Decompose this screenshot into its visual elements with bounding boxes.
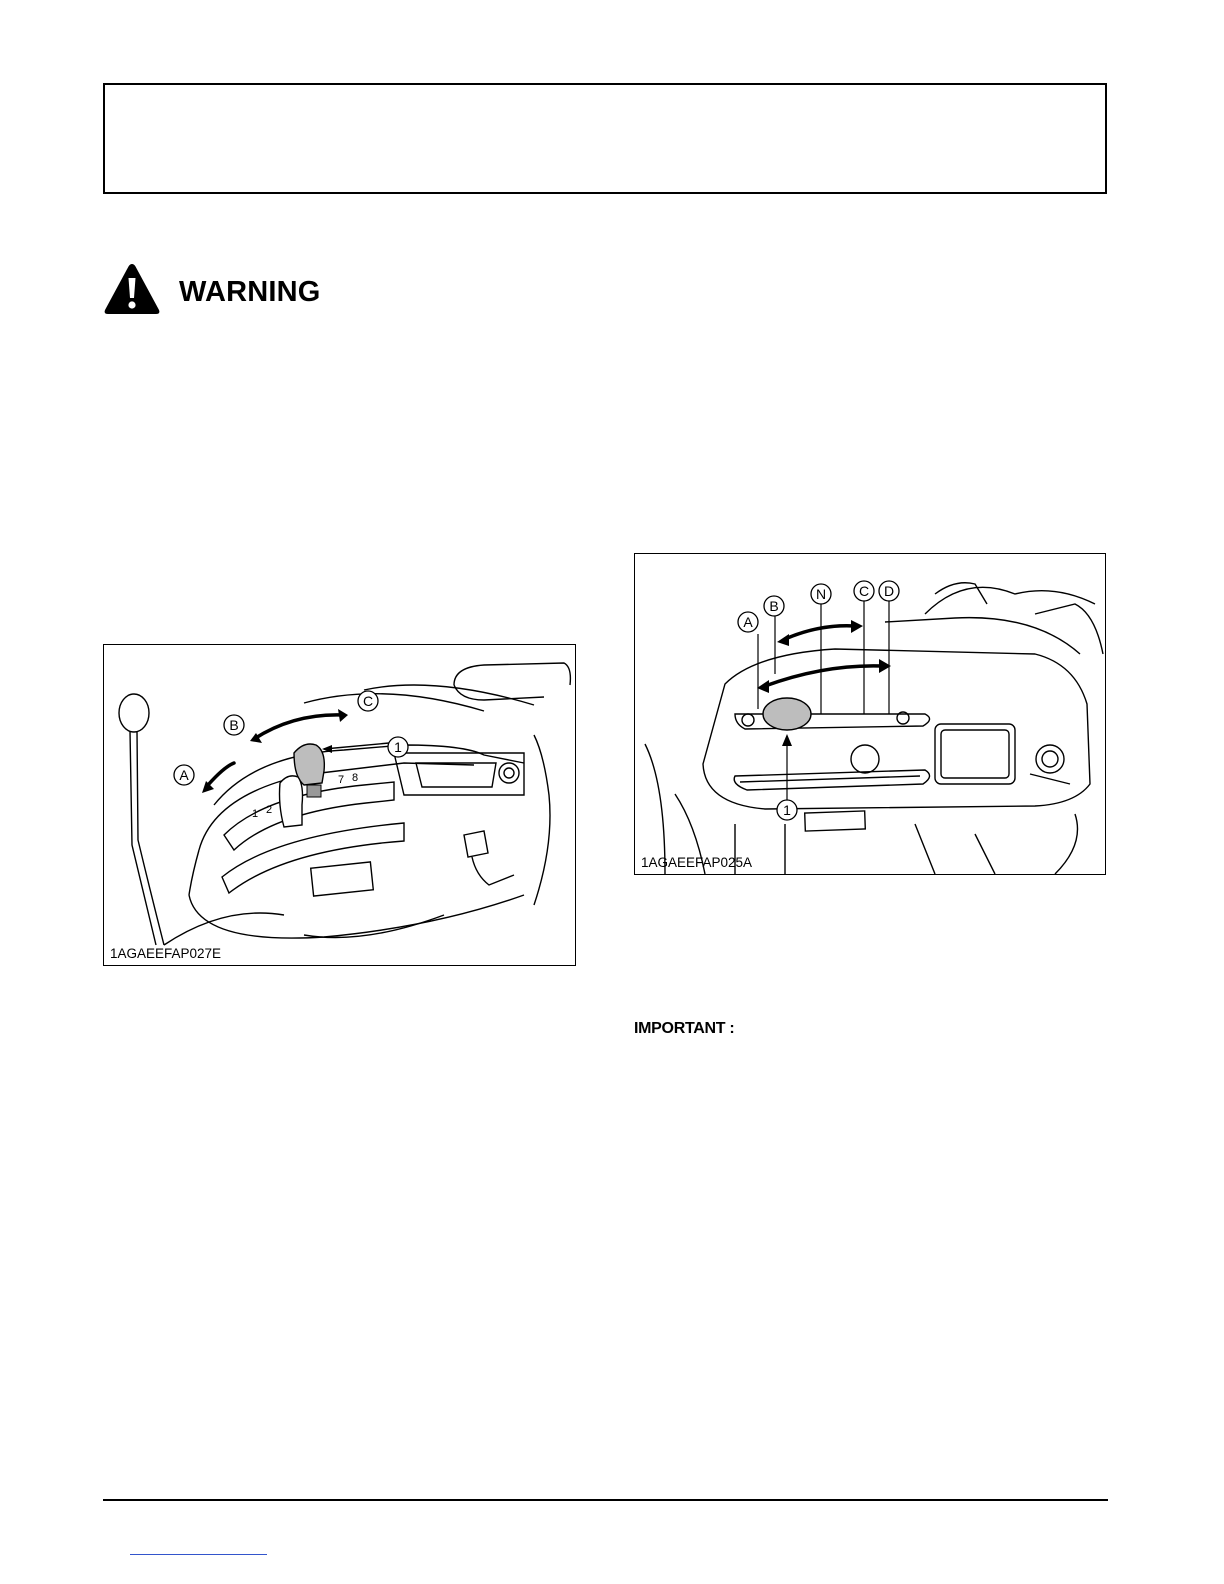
figure-range-gear-lever: [103, 644, 576, 966]
callout-n: N: [815, 586, 827, 602]
figure-code: 1AGAEEFAP027E: [110, 946, 222, 961]
svg-text:7: 7: [338, 774, 345, 786]
svg-text:1: 1: [252, 808, 259, 820]
callout-a: A: [743, 614, 753, 630]
callout-b: B: [229, 717, 239, 733]
svg-text:2: 2: [266, 804, 273, 816]
important-label: IMPORTANT :: [634, 1020, 735, 1037]
callout-a: A: [179, 767, 189, 783]
callout-c: C: [858, 583, 870, 599]
callout-c: C: [362, 693, 374, 709]
warning-label: WARNING: [179, 275, 321, 308]
callout-d: D: [883, 583, 895, 599]
footer-divider: [103, 1499, 1108, 1501]
callout-1: 1: [394, 739, 402, 755]
callout-b: B: [769, 598, 779, 614]
callout-1: 1: [783, 802, 791, 818]
warning-heading: [103, 262, 321, 316]
page-link[interactable]: [130, 1554, 267, 1555]
figure-shuttle-lever: [634, 553, 1106, 875]
warning-triangle-icon: [103, 262, 161, 316]
callout-labels: [635, 554, 1106, 875]
callout-labels: [104, 645, 576, 966]
svg-text:8: 8: [352, 772, 359, 784]
header-box: [103, 83, 1107, 194]
figure-code: 1AGAEEFAP025A: [641, 855, 753, 870]
